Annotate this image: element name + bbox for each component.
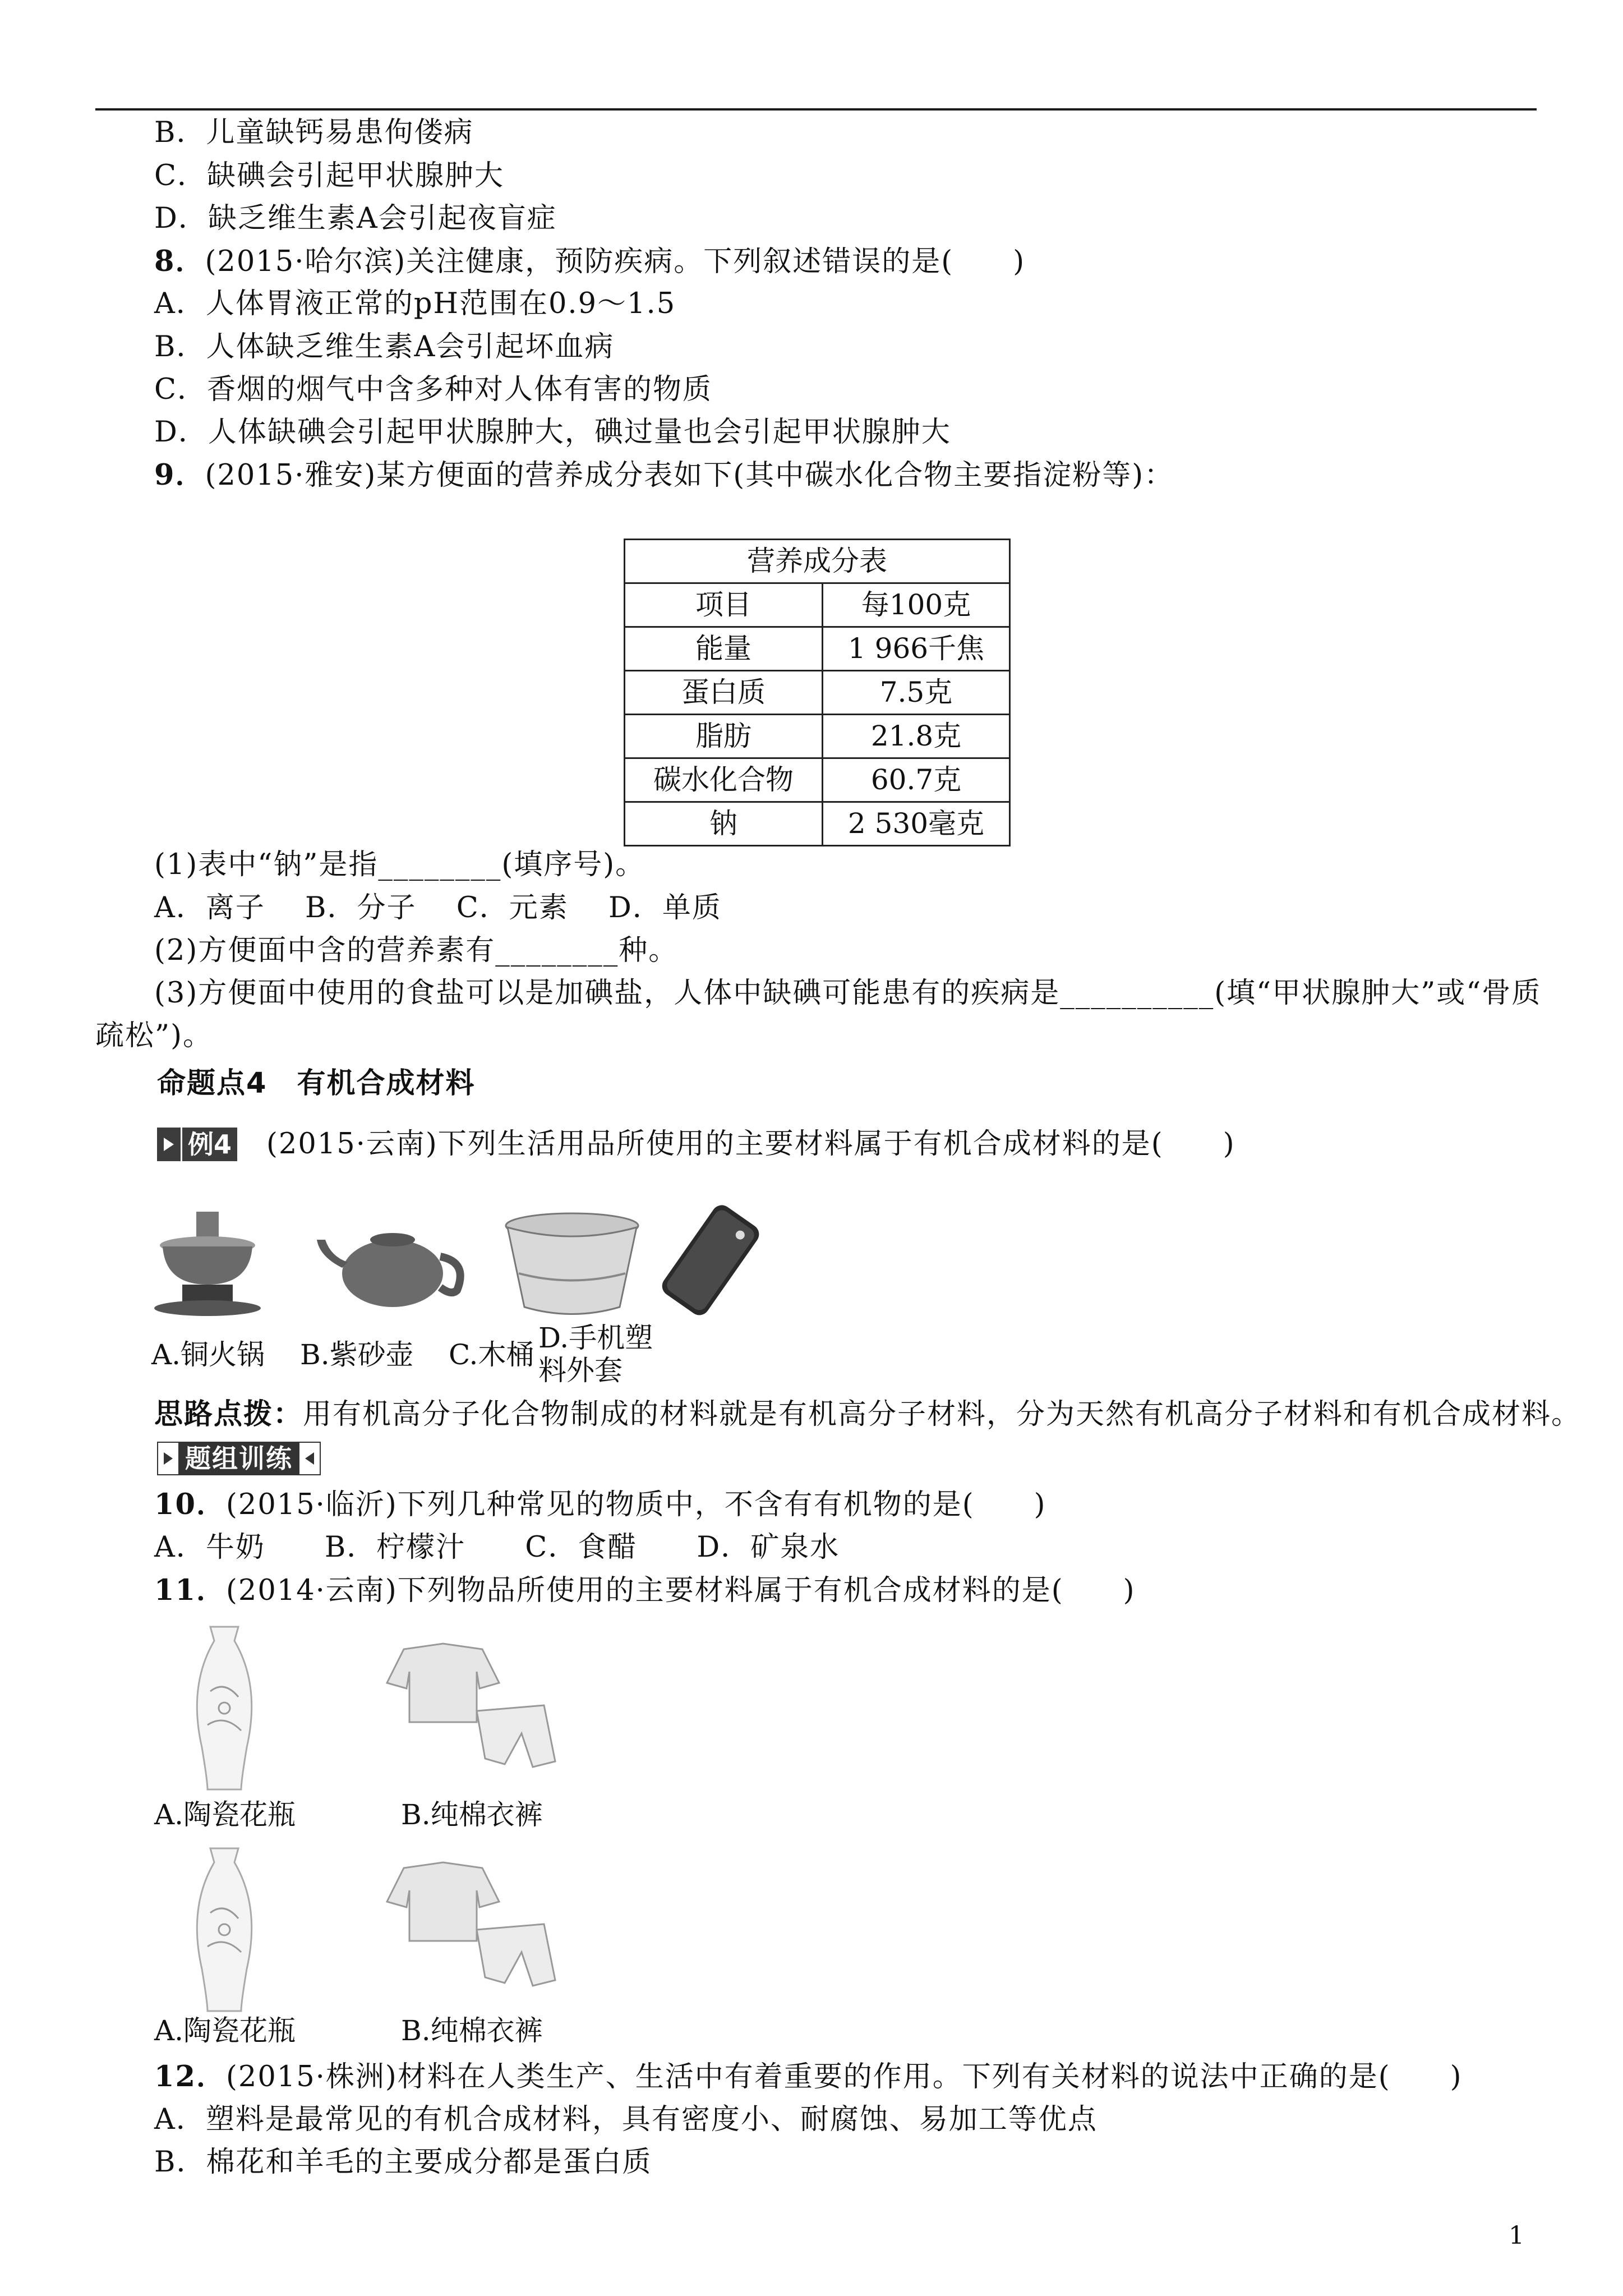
q9-part-1: (1)表中“钠”是指________(填序号)。 [154, 848, 645, 881]
table-cell: 7.5克 [823, 671, 1010, 715]
q9-part-2: (2)方便面中含的营养素有________种。 [154, 934, 679, 967]
table-cell: 项目 [625, 583, 823, 627]
question-9-text: (2015·雅安)某方便面的营养成分表如下(其中碳水化合物主要指淀粉等)： [205, 459, 1174, 492]
ex4-caption-c: C.木桶 [449, 1338, 534, 1371]
q7-option-d: D．缺乏维生素A会引起夜盲症 [154, 202, 557, 235]
question-12-text: (2015·株洲)材料在人类生产、生活中有着重要的作用。下列有关材料的说法中正确的是( ) [225, 2060, 1463, 2093]
question-12-number: 12． [154, 2060, 226, 2093]
question-8-number: 8． [154, 245, 205, 278]
table-cell: 能量 [625, 627, 823, 671]
q7-option-c: C．缺碘会引起甲状腺肿大 [154, 159, 505, 192]
example-badge-label: 例4 [181, 1128, 237, 1161]
nutrition-table [624, 539, 1011, 846]
table-cell: 每100克 [823, 583, 1010, 627]
table-cell: 脂肪 [625, 715, 823, 758]
page-number: 1 [1509, 2221, 1524, 2250]
question-8 [154, 243, 1025, 280]
question-8-text: (2015·哈尔滨)关注健康，预防疾病。下列叙述错误的是( ) [205, 245, 1026, 278]
q11-caption-a: A.陶瓷花瓶 [154, 2014, 296, 2047]
play-triangle-icon [157, 1128, 181, 1161]
table-cell: 1 966千焦 [823, 627, 1010, 671]
header-rule [95, 108, 1537, 111]
question-11-number: 11． [154, 1573, 226, 1607]
question-11 [154, 1572, 1136, 1609]
table-row [625, 671, 1010, 715]
section-heading: 命题点4 有机合成材料 [157, 1067, 476, 1100]
group-training-label: 题组训练 [178, 1443, 299, 1474]
q8-option-b: B．人体缺乏维生素A会引起坏血病 [154, 330, 615, 364]
question-10-text: (2015·临沂)下列几种常见的物质中，不含有有机物的是( ) [225, 1488, 1046, 1521]
q8-option-a: A．人体胃液正常的pH范围在0.9～1.5 [154, 287, 676, 320]
q12-option-a: A．塑料是最常见的有机合成材料，具有密度小、耐腐蚀、易加工等优点 [154, 2103, 1098, 2136]
table-cell: 60.7克 [823, 758, 1010, 802]
question-12 [154, 2059, 1463, 2095]
table-row [625, 627, 1010, 671]
play-triangle-icon [158, 1443, 178, 1474]
table-cell: 钠 [625, 802, 823, 846]
q8-option-c: C．香烟的烟气中含多种对人体有害的物质 [154, 373, 713, 406]
q9-part-1-options: A．离子 B．分子 C．元素 D．单质 [154, 891, 722, 924]
cotton-clothes-image [381, 1638, 561, 1773]
ex4-caption-b: B.紫砂壶 [300, 1338, 414, 1371]
table-row [625, 758, 1010, 802]
question-10 [154, 1487, 1046, 1523]
reverse-triangle-icon [299, 1443, 320, 1474]
table-cell: 21.8克 [823, 715, 1010, 758]
copper-hotpot-image [151, 1212, 264, 1318]
table-cell: 2 530毫克 [823, 802, 1010, 846]
table-row [625, 715, 1010, 758]
ex4-caption-a: A.铜火锅 [151, 1338, 265, 1371]
hint-text: 用有机高分子化合物制成的材料就是有机高分子材料，分为天然有机高分子材料和有机合成材料。 [303, 1398, 1581, 1431]
example-badge [157, 1128, 241, 1161]
q12-option-b: B．棉花和羊毛的主要成分都是蛋白质 [154, 2146, 652, 2179]
ceramic-vase-image [185, 1624, 264, 1792]
table-title-row [625, 540, 1010, 583]
clay-teapot-image [314, 1217, 471, 1313]
q10-options: A．牛奶 B．柠檬汁 C．食醋 D．矿泉水 [154, 1531, 840, 1564]
q8-option-d: D．人体缺碘会引起甲状腺肿大，碘过量也会引起甲状腺肿大 [154, 416, 951, 449]
q7-option-b: B．儿童缺钙易患佝偻病 [154, 116, 474, 149]
question-9 [154, 457, 1174, 494]
table-cell: 蛋白质 [625, 671, 823, 715]
cotton-clothes-image [381, 1857, 561, 1991]
example-4-text: (2015·云南)下列生活用品所使用的主要材料属于有机合成材料的是( ) [266, 1128, 1235, 1161]
ex4-caption-d-line1: D.手机塑 [538, 1322, 653, 1354]
question-11-text: (2014·云南)下列物品所使用的主要材料属于有机合成材料的是( ) [225, 1574, 1136, 1607]
hint-label: 思路点拨： [154, 1398, 303, 1431]
question-10-number: 10． [154, 1488, 226, 1521]
ceramic-vase-image [185, 1846, 264, 2014]
table-row [625, 583, 1010, 627]
q11-caption-a: A.陶瓷花瓶 [154, 1798, 296, 1831]
group-training-badge [157, 1442, 321, 1475]
q11-caption-b: B.纯棉衣裤 [401, 1798, 543, 1831]
q9-part-3: (3)方便面中使用的食盐可以是加碘盐，人体中缺碘可能患有的疾病是__________(填“甲状腺肿大”或“骨质 [154, 977, 1542, 1010]
q11-caption-b: B.纯棉衣裤 [401, 2014, 543, 2047]
table-title: 营养成分表 [625, 540, 1010, 583]
table-row [625, 802, 1010, 846]
q9-part-3-continued: 疏松”)。 [95, 1019, 213, 1052]
table-cell: 碳水化合物 [625, 758, 823, 802]
hint-paragraph [154, 1397, 1581, 1433]
ex4-caption-d-line2: 料外套 [538, 1354, 623, 1387]
phone-case-image [653, 1200, 766, 1318]
wooden-bucket-image [502, 1212, 642, 1318]
question-9-number: 9． [154, 458, 205, 492]
